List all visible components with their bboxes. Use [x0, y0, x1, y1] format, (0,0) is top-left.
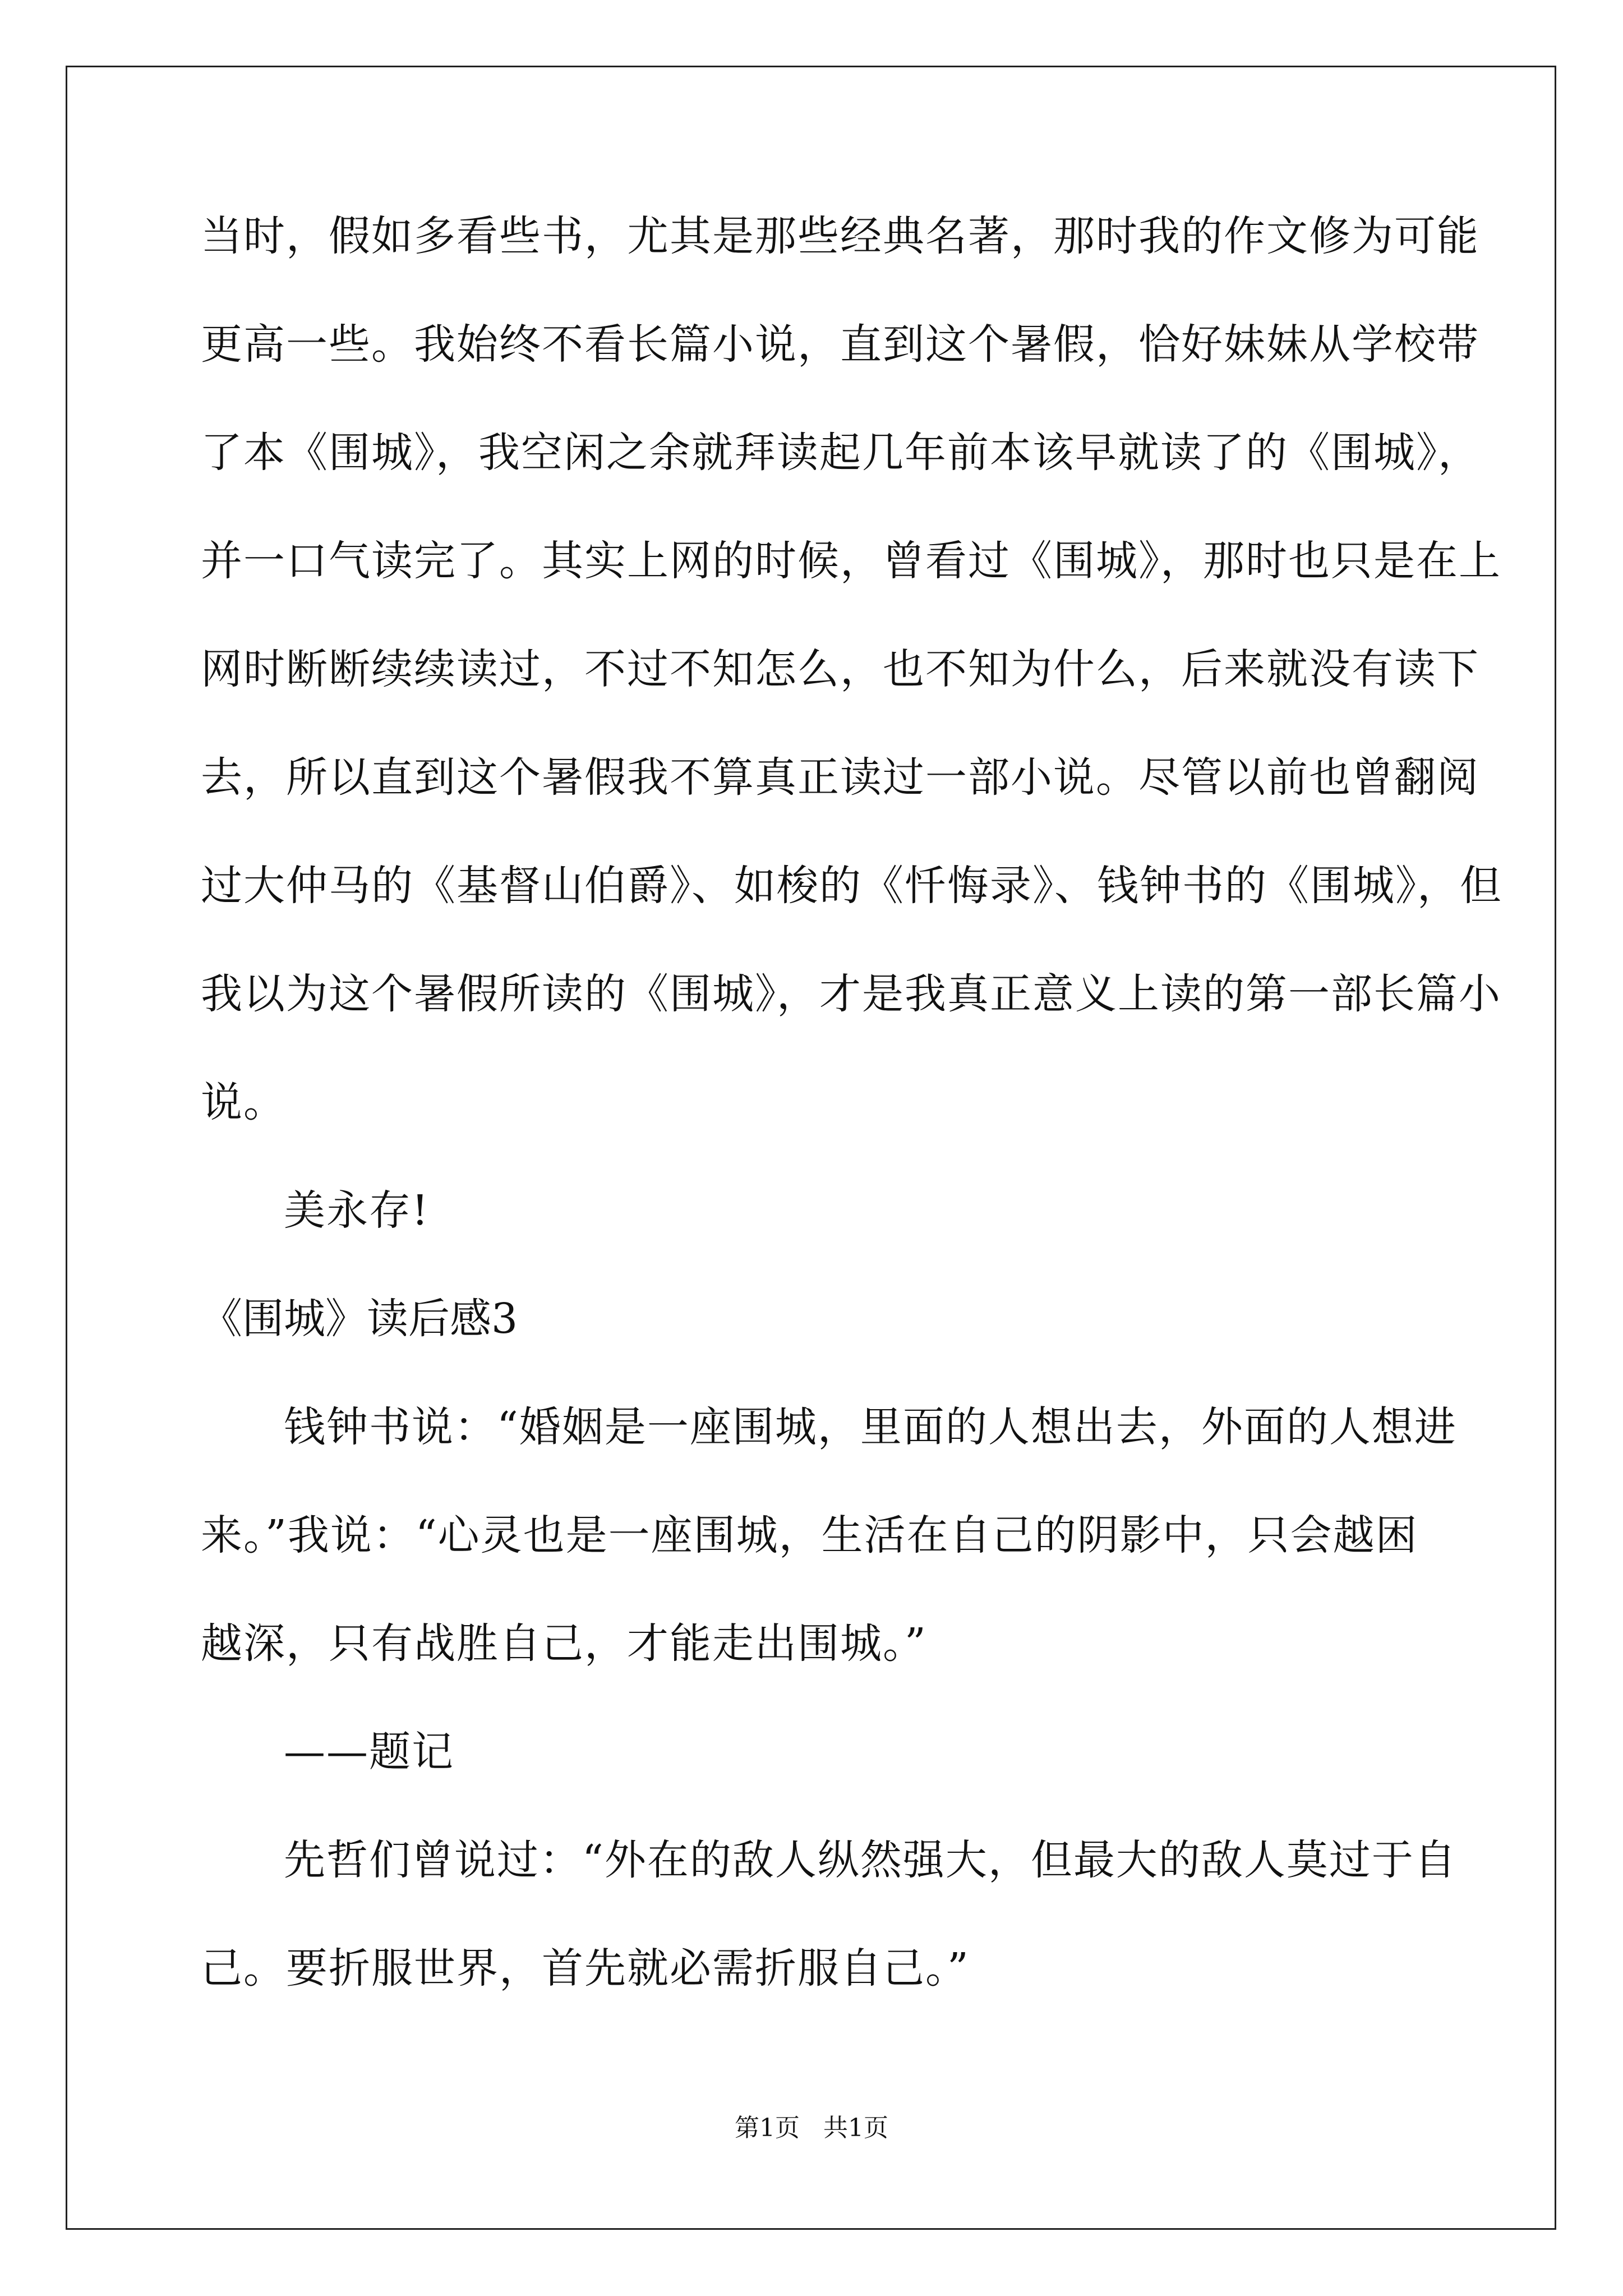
paragraph-line: 钱钟书说：“婚姻是一座围城，里面的人想出去，外面的人想进 — [284, 1403, 1457, 1451]
epigraph-attribution: ——题记 — [284, 1728, 454, 1776]
paragraph-line: 先哲们曾说过：“外在的敌人纵然强大，但最大的敌人莫过于自 — [284, 1836, 1457, 1884]
paragraph-line: 去，所以直到这个暑假我不算真正读过一部小说。尽管以前也曾翻阅 — [201, 753, 1479, 802]
paragraph-line: 网时断断续续读过，不过不知怎么，也不知为什么，后来就没有读下 — [201, 645, 1479, 693]
paragraph-line: 当时，假如多看些书，尤其是那些经典名著，那时我的作文修为可能 — [201, 212, 1479, 260]
paragraph-line: 更高一些。我始终不看长篇小说，直到这个暑假，恰好妹妹从学校带 — [201, 320, 1479, 369]
paragraph-line: 美永存! — [284, 1186, 430, 1235]
paragraph-line: 了本《围城》，我空闲之余就拜读起几年前本该早就读了的《围城》， — [201, 429, 1481, 477]
paragraph-line: 来。”我说：“心灵也是一座围城，生活在自己的阴影中，只会越困 — [201, 1511, 1418, 1559]
paragraph-line: 我以为这个暑假所读的《围城》，才是我真正意义上读的第一部长篇小 — [201, 970, 1501, 1018]
section-heading: 《围城》读后感3 — [201, 1295, 518, 1343]
paragraph-line: 说。 — [201, 1078, 286, 1126]
page-footer: 第1页 共1页 — [735, 2114, 888, 2142]
paragraph-line: 己。要折服世界，首先就必需折服自己。” — [201, 1944, 970, 1993]
paragraph-line: 越深，只有战胜自己，才能走出围城。” — [201, 1619, 927, 1668]
paragraph-line: 并一口气读完了。其实上网的时候，曾看过《围城》，那时也只是在上 — [201, 537, 1501, 585]
paragraph-line: 过大仲马的《基督山伯爵》、如梭的《忏悔录》、钱钟书的《围城》，但 — [201, 862, 1502, 910]
document-body — [201, 212, 1502, 2056]
